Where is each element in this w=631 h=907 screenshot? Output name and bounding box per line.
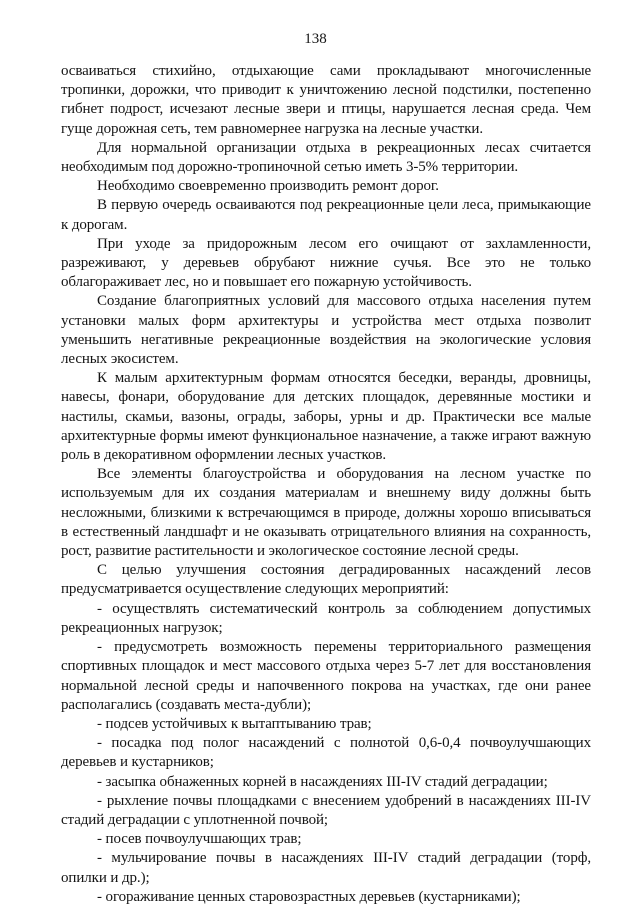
list-item: - подсев устойчивых к вытаптыванию трав; [97,715,372,732]
list-item: - посадка под полог насаждений с полнотой 0,6-0,4 почвоулучшающих деревьев и кустарников; [61,735,591,771]
paragraph: При уходе за придорожным лесом его очищают от захламленности, разреживают, у деревьев обрубают нижние сучья. Все это не только облагораживает лес, но и повышает его пожарную устойчивость. [61,235,591,291]
list-item: - мульчирование почвы в насаждениях III-IV стадий деградации (торф, опилки и др.); [61,850,591,886]
list-item: - посев почвоулучшающих трав; [97,831,302,848]
paragraph: осваиваться стихийно, отдыхающие сами прокладывают многочисленные тропинки, дорожки, что приводит к уничтожению лесной подстилки, постепенно гибнет подрост, исчезают лесные звери и птицы, нарушается лесная среда. Чем гуще дорожная сеть, тем равномернее нагрузка на лесные участки. [61,63,591,137]
paragraph: С целью улучшения состояния деградированных насаждений лесов предусматривается осуществление следующих мероприятий: [61,562,591,598]
list-item: - рыхление почвы площадками с внесением удобрений в насаждениях III-IV стадий деградации с уплотненной почвой; [61,792,591,828]
list-item: - осуществлять систематический контроль за соблюдением допустимых рекреационных нагрузок; [61,600,591,636]
body-text [61,62,591,907]
paragraph: Создание благоприятных условий для массового отдыха населения путем установки малых форм архитектуры и устройства мест отдыха позволит уменьшить негативные рекреационные воздействия на экологические условия лесных экосистем. [61,293,591,368]
paragraph: В первую очередь осваиваются под рекреационные цели леса, примыкающие к дорогам. [61,197,591,233]
page-number: 138 [304,31,327,47]
paragraph: Необходимо своевременно производить ремонт дорог. [97,178,439,195]
paragraph: К малым архитектурным формам относятся беседки, веранды, дровницы, навесы, фонари, оборудование для детских площадок, деревянные мостики и настилы, скамьи, вазоны, ограды, заборы, урны и др. Практически все малые архитектурные формы имеют функциональное назначение, а также играют важную роль в декоративном оформлении лесных участков. [61,370,591,464]
paragraph: Для нормальной организации отдыха в рекреационных лесах считается необходимым под дорожно-тропиночной сетью иметь 3-5% территории. [61,139,591,176]
paragraph: Все элементы благоустройства и оборудования на лесном участке по используемым для их создания материалам и внешнему виду должны быть несложными, близкими к встречающимся в природе, должны хорошо вписываться в естественный ландшафт и не оказывать отрицательного влияния на сохранность, рост, развитие растительности и экологическое состояние лесной среды. [61,466,591,560]
list-item: - огораживание ценных старовозрастных деревьев (кустарниками); [97,888,521,905]
list-item: - засыпка обнаженных корней в насаждениях III-IV стадий деградации; [97,773,548,790]
list-item: - предусмотреть возможность перемены территориального размещения спортивных площадок и мест массового отдыха через 5-7 лет для восстановления нормальной лесной среды и напочвенного покрова на участках, где они ранее располагались (создавать места-дубли); [61,639,591,713]
